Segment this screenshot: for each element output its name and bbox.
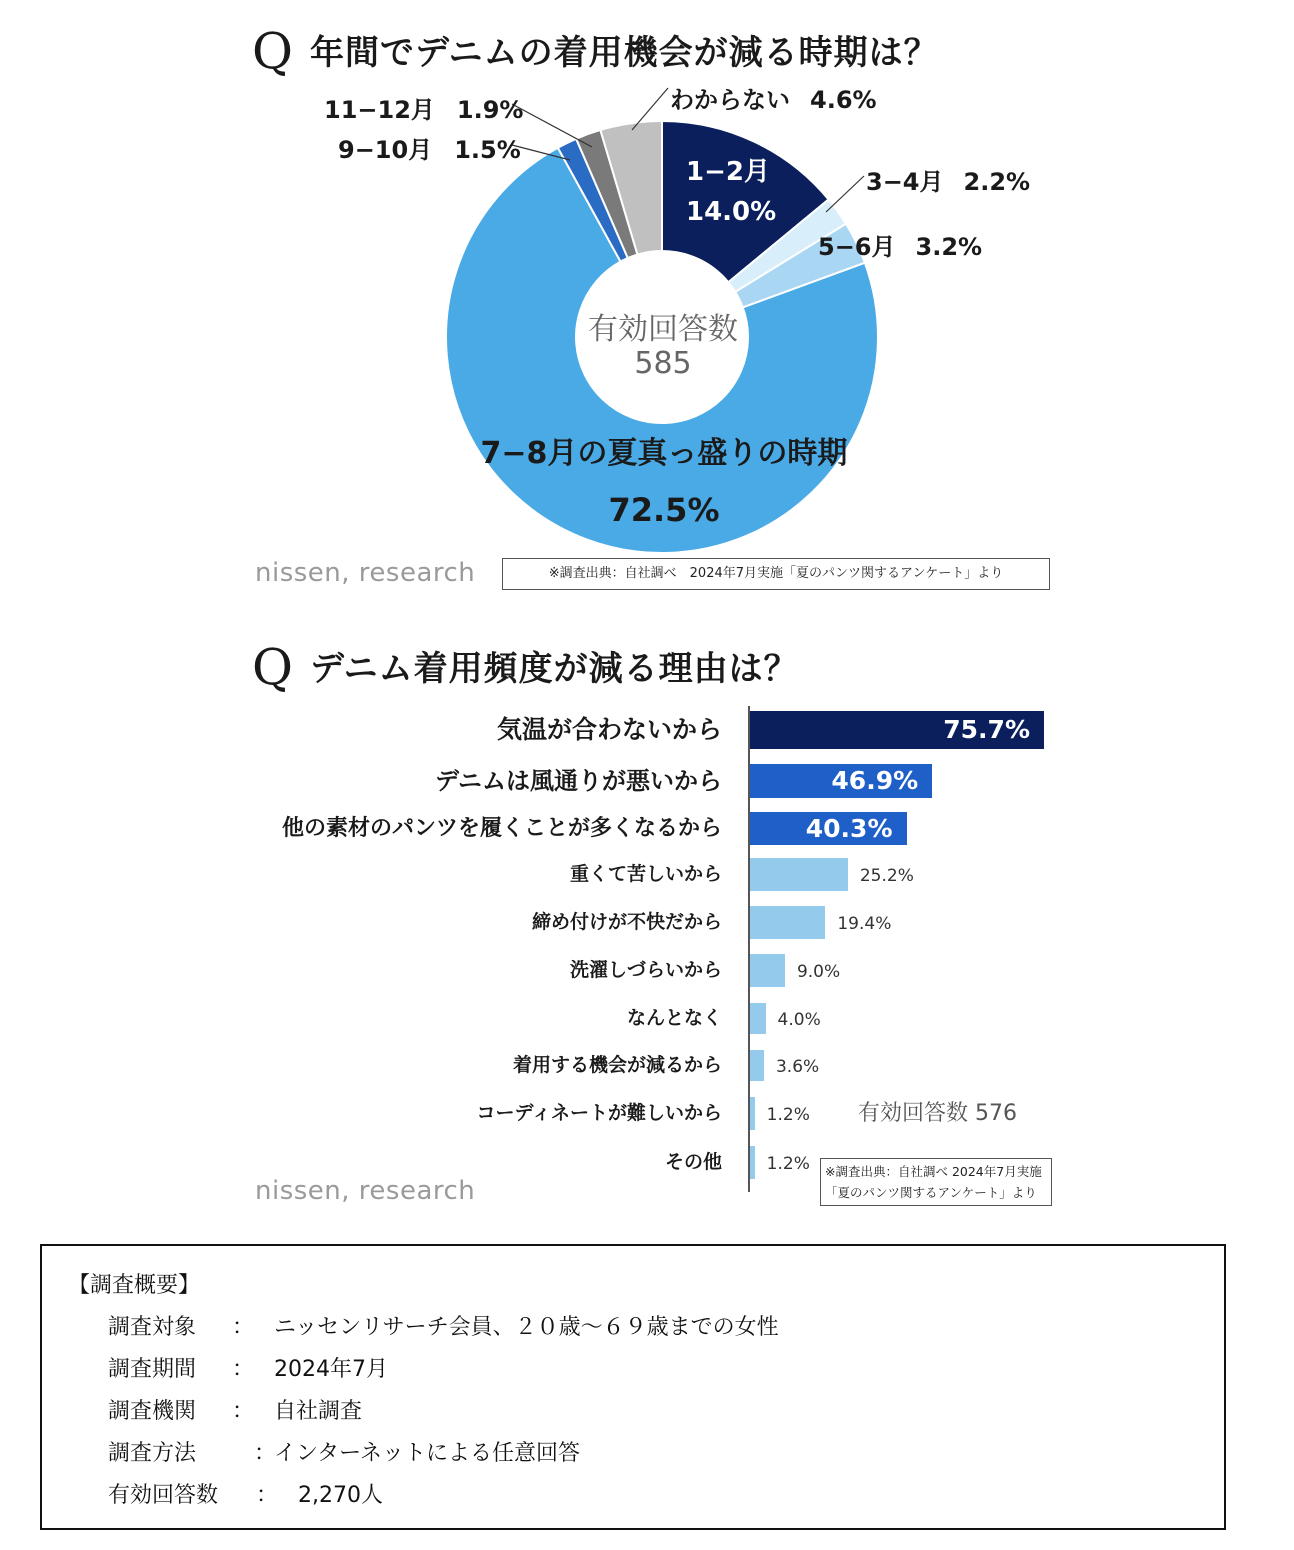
brand-logo-bottom: nissen, research	[255, 1176, 476, 1206]
pie-center-label: 有効回答数	[588, 312, 738, 347]
summary-value-org: 自社調査	[274, 1399, 363, 1424]
bar-axis-line	[748, 706, 750, 1192]
slice-3-4-name: 3−4月	[866, 168, 944, 196]
brand-logo-top: nissen, research	[255, 558, 476, 588]
slice-label-9-10	[338, 130, 521, 165]
bar-title-text: デニム着用頻度が減る理由は？	[310, 649, 799, 689]
summary-heading: 【調査概要】	[68, 1273, 201, 1298]
bar-7	[750, 1050, 764, 1081]
bar-value-label-5: 9.0%	[796, 962, 841, 982]
leader-line-11-12	[512, 104, 592, 147]
summary-sep-respondents: ：	[256, 1483, 279, 1508]
summary-value-respondents: 2,270人	[298, 1483, 383, 1508]
bar-value-label-4: 19.4%	[837, 914, 892, 934]
slice-label-5-6	[818, 227, 982, 262]
leader-line-3-4	[826, 176, 864, 212]
slice-label-7-8	[454, 426, 874, 538]
summary-key-method: 調査方法	[108, 1441, 197, 1466]
q-mark: Q	[252, 22, 294, 80]
bar-value-label-7: 3.6%	[775, 1057, 820, 1077]
bar-value-label-9: 1.2%	[766, 1154, 810, 1174]
source-note-line1: ※調査出典：自社調べ 2024年7月実施	[825, 1164, 1042, 1179]
bar-category-label-2: 他の素材のパンツを履くことが多くなるから	[281, 816, 722, 841]
summary-sep-org: ：	[232, 1399, 255, 1424]
source-note-bottom	[820, 1158, 1052, 1206]
bar-category-label-6: なんとなく	[626, 1007, 722, 1029]
bar-value-label-1: 46.9%	[831, 766, 919, 795]
summary-sep-period: ：	[232, 1357, 255, 1382]
slice-9-10-value: 1.5%	[454, 136, 521, 164]
bar-5	[750, 954, 785, 987]
slice-5-6-name: 5−6月	[818, 233, 896, 261]
slice-wakaranai-name: わからない	[670, 86, 790, 114]
slice-label-11-12	[324, 90, 523, 125]
summary-key-respondents: 有効回答数	[108, 1483, 219, 1508]
bar-value-label-3: 25.2%	[859, 866, 914, 886]
bar-9	[750, 1146, 755, 1179]
bar-value-label-2: 40.3%	[805, 814, 893, 843]
slice-7-8-name: 7−8月の夏真っ盛りの時期	[480, 436, 848, 471]
q-mark-2: Q	[252, 638, 294, 696]
bar-category-label-4: 締め付けが不快だから	[531, 911, 722, 933]
bar-6	[750, 1003, 766, 1034]
slice-wakaranai-value: 4.6%	[810, 86, 877, 114]
slice-3-4-value: 2.2%	[963, 168, 1031, 196]
bar-category-label-7: 着用する機会が減るから	[512, 1054, 722, 1076]
bar-category-label-8: コーディネートが難しいから	[476, 1102, 722, 1124]
bar-4	[750, 906, 825, 939]
slice-11-12-value: 1.9%	[456, 96, 524, 124]
slice-11-12-name: 11−12月	[324, 96, 435, 124]
summary-key-target: 調査対象	[108, 1315, 197, 1340]
summary-value-period: 2024年7月	[274, 1357, 388, 1382]
bar-category-label-3: 重くて苦しいから	[569, 863, 722, 885]
bar-category-label-0: 気温が合わないから	[496, 715, 722, 744]
slice-1-2-value: 14.0%	[686, 197, 777, 227]
summary-sep-target: ：	[232, 1315, 255, 1340]
bar-3	[750, 858, 848, 891]
slice-5-6-value: 3.2%	[915, 233, 983, 261]
bar-value-label-8: 1.2%	[766, 1105, 810, 1125]
bar-value-label-6: 4.0%	[777, 1010, 821, 1030]
slice-label-wakaranai	[670, 80, 877, 115]
pie-title-text: 年間でデニムの着用機会が減る時期は？	[310, 33, 939, 73]
survey-summary-box	[40, 1244, 1226, 1530]
slice-1-2-name: 1−2月	[686, 157, 770, 187]
source-note-top: ※調査出典：自社調べ 2024年7月実施「夏のパンツ関するアンケート」より	[502, 558, 1050, 590]
slice-label-1-2	[686, 152, 776, 232]
summary-key-period: 調査期間	[108, 1357, 197, 1382]
source-note-line2: 「夏のパンツ関するアンケート」より	[825, 1185, 1037, 1200]
slice-label-3-4	[866, 162, 1030, 197]
summary-key-org: 調査機関	[108, 1399, 197, 1424]
bar-respondents: 有効回答数 576	[858, 1101, 1017, 1126]
bar-value-label-0: 75.7%	[943, 715, 1030, 744]
bar-category-label-5: 洗濯しづらいから	[569, 959, 722, 981]
summary-value-method: インターネットによる任意回答	[274, 1441, 581, 1466]
bar-8	[750, 1097, 755, 1130]
bar-category-label-9: その他	[664, 1151, 722, 1173]
summary-value-target: ニッセンリサーチ会員、２０歳～６９歳までの女性	[274, 1315, 779, 1340]
slice-9-10-name: 9−10月	[338, 136, 433, 164]
summary-sep-method: ：	[254, 1441, 277, 1466]
slice-7-8-value: 72.5%	[608, 491, 720, 529]
pie-center-value: 585	[634, 346, 692, 381]
bar-category-label-1: デニムは風通りが悪いから	[434, 767, 722, 795]
bar-chart-title	[252, 638, 799, 696]
